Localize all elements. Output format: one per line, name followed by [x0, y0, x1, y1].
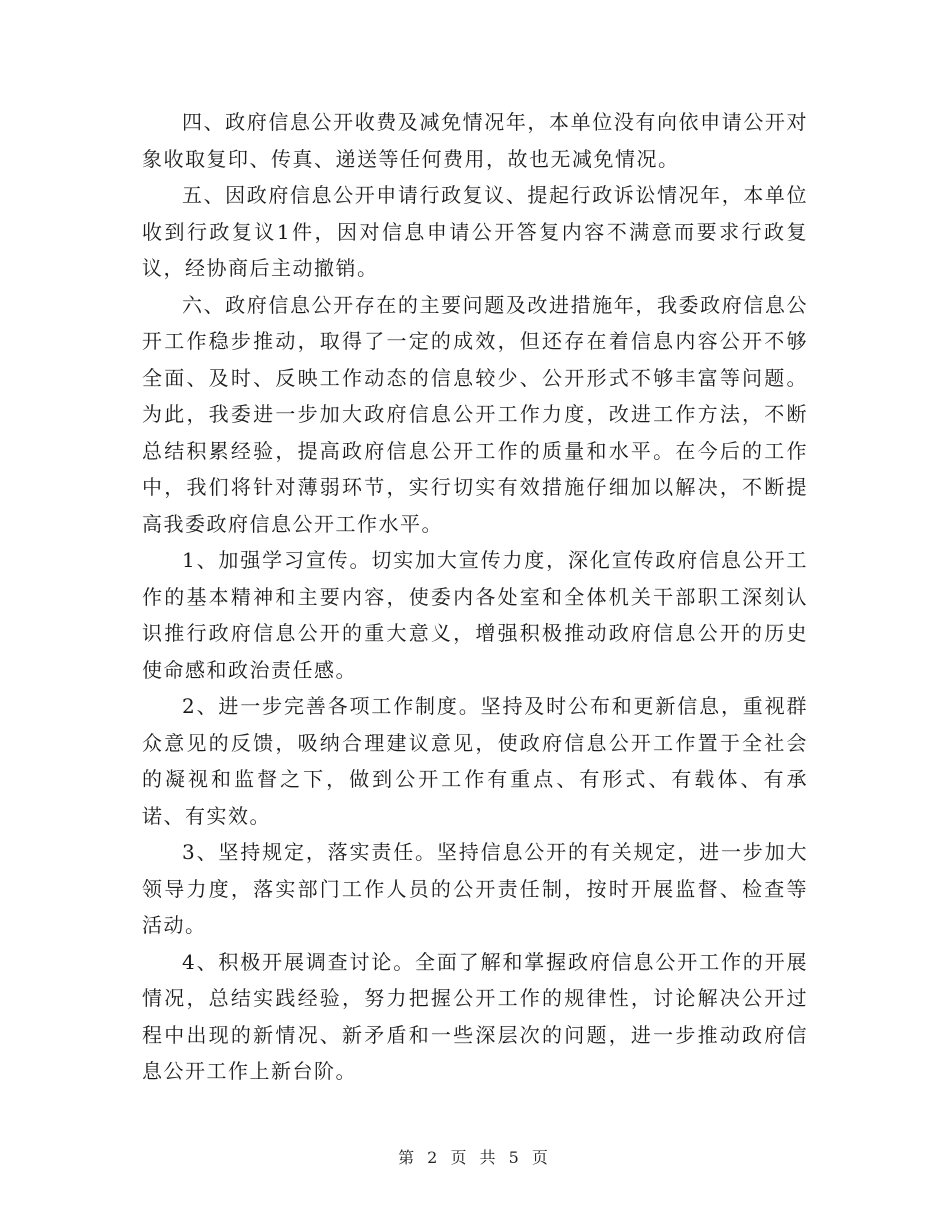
paragraph-problems-and-measures: 六、政府信息公开存在的主要问题及改进措施年，我委政府信息公开工作稳步推动，取得了一定的成效，但还存在着信息内容公开不够全面、及时、反映工作动态的信息较少、公开形式不够丰富等问题。为此，我委进一步加大政府信息公开工作力度，改进工作方法，不断总结积累经验，提高政府信息公开工作的质量和水平。在今后的工作中，我们将针对薄弱环节，实行切实有效措施仔细加以解决，不断提高我委政府信息公开工作水平。: [142, 292, 808, 536]
paragraph-administrative-review: 五、因政府信息公开申请行政复议、提起行政诉讼情况年，本单位收到行政复议1件，因对信息申请公开答复内容不满意而要求行政复议，经协商后主动撤销。: [142, 183, 808, 280]
page-number-footer: 第 2 页 共 5 页: [398, 1148, 552, 1167]
document-body: [142, 104, 808, 1090]
paragraph-measure-3: 3、坚持规定，落实责任。坚持信息公开的有关规定，进一步加大领导力度，落实部门工作人员的公开责任制，按时开展监督、检查等活动。: [142, 840, 808, 937]
paragraph-measure-2: 2、进一步完善各项工作制度。坚持及时公布和更新信息，重视群众意见的反馈，吸纳合理建议意见，使政府信息公开工作置于全社会的凝视和监督之下，做到公开工作有重点、有形式、有载体、有承诺、有实效。: [142, 694, 808, 828]
paragraph-fee-waiver: 四、政府信息公开收费及减免情况年，本单位没有向依申请公开对象收取复印、传真、递送等任何费用，故也无减免情况。: [142, 110, 808, 171]
paragraph-measure-1: 1、加强学习宣传。切实加大宣传力度，深化宣传政府信息公开工作的基本精神和主要内容，使委内各处室和全体机关干部职工深刻认识推行政府信息公开的重大意义，增强积极推动政府信息公开的历史使命感和政治责任感。: [142, 548, 808, 682]
paragraph-measure-4: 4、积极开展调查讨论。全面了解和掌握政府信息公开工作的开展情况，总结实践经验，努力把握公开工作的规律性，讨论解决公开过程中出现的新情况、新矛盾和一些深层次的问题，进一步推动政府信息公开工作上新台阶。: [142, 949, 808, 1083]
